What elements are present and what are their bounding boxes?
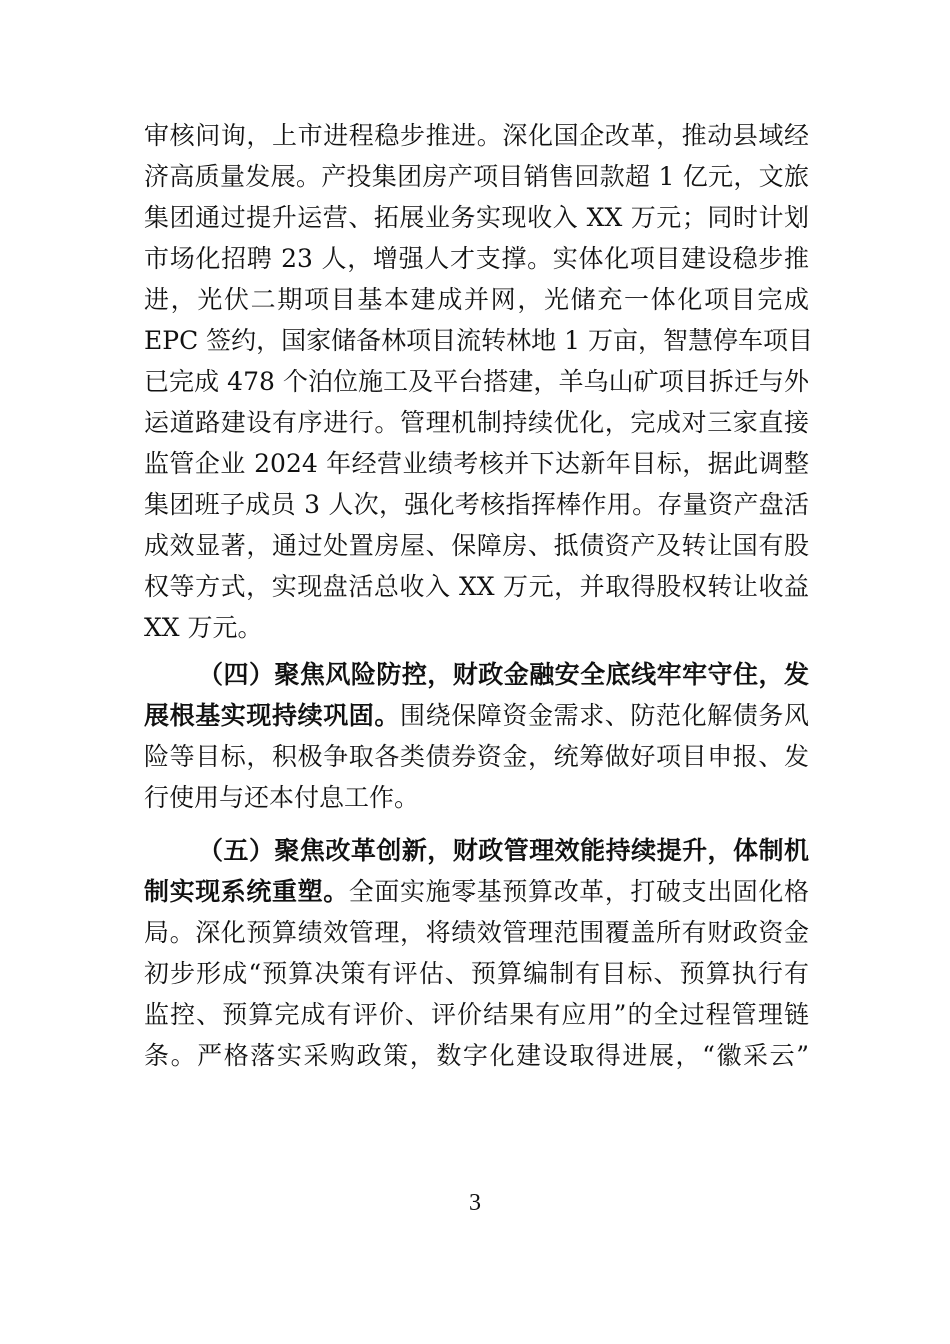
paragraph-3-line-2-text: 全面实施零基预算改革，打破支出固化格 [348,877,809,906]
paragraph-1-line-4: 市场化招聘 23 人，增强人才支撑。实体化项目建设稳步推 [144,244,809,273]
paragraph-2-line-3: 险等目标，积极争取各类债券资金，统筹做好项目申报、发 [144,742,809,771]
paragraph-1-line-7: 已完成 478 个泊位施工及平台搭建，羊乌山矿项目拆迁与外 [144,367,809,396]
paragraph-1-line-1: 审核问询，上市进程稳步推进。深化国企改革，推动县域经 [144,121,809,150]
paragraph-1-line-2: 济高质量发展。产投集团房产项目销售回款超 1 亿元，文旅 [144,162,809,191]
paragraph-3-line-3: 局。深化预算绩效管理，将绩效管理范围覆盖所有财政资金 [144,918,809,947]
paragraph-3-heading-line-2: 制实现系统重塑。 [144,877,349,906]
paragraph-1-line-13: XX 万元。 [144,613,263,642]
paragraph-3-line-4: 初步形成“预算决策有评估、预算编制有目标、预算执行有 [144,959,809,988]
paragraph-2-line-4: 行使用与还本付息工作。 [144,783,420,812]
page-number: 3 [469,1190,481,1216]
paragraph-1-line-10: 集团班子成员 3 人次，强化考核指挥棒作用。存量资产盘活 [144,490,809,519]
paragraph-3-heading-line-1: （五）聚焦改革创新，财政管理效能持续提升，体制机 [198,836,809,865]
paragraph-3-line-6: 条。严格落实采购政策，数字化建设取得进展，“徽采云” [144,1041,809,1070]
paragraph-3-line-2 [144,871,809,912]
paragraph-1-line-5: 进，光伏二期项目基本建成并网，光储充一体化项目完成 [144,285,809,314]
paragraph-1-line-9: 监管企业 2024 年经营业绩考核并下达新年目标，据此调整 [144,449,809,478]
paragraph-1-line-3: 集团通过提升运营、拓展业务实现收入 XX 万元；同时计划 [144,203,809,232]
paragraph-1-line-11: 成效显著，通过处置房屋、保障房、抵债资产及转让国有股 [144,531,809,560]
paragraph-1-line-8: 运道路建设有序进行。管理机制持续优化，完成对三家直接 [144,408,809,437]
paragraph-2-line-2 [144,695,809,736]
paragraph-2-heading-line-2: 展根基实现持续巩固。 [144,701,400,730]
paragraph-1-line-12: 权等方式，实现盘活总收入 XX 万元，并取得股权转让收益 [144,572,809,601]
paragraph-2-heading-line-1: （四）聚焦风险防控，财政金融安全底线牢牢守住，发 [198,660,809,689]
paragraph-1-line-6: EPC 签约，国家储备林项目流转林地 1 万亩，智慧停车项目 [144,326,813,355]
paragraph-2-line-2-text: 围绕保障资金需求、防范化解债务风 [400,701,809,730]
paragraph-3-line-5: 监控、预算完成有评价、评价结果有应用”的全过程管理链 [144,1000,809,1029]
